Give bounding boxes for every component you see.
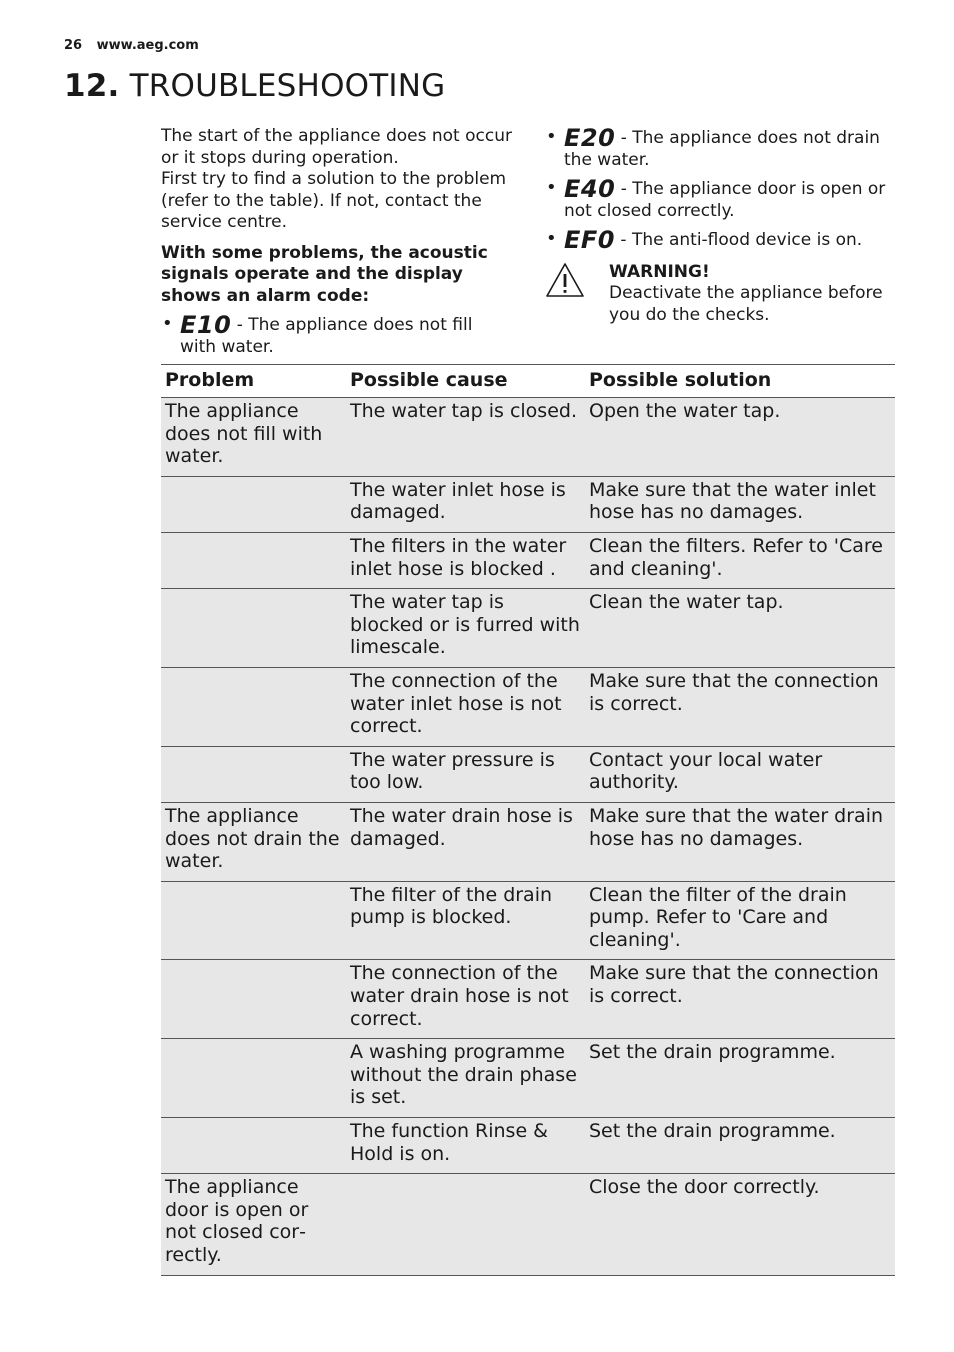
intro-paragraph-1: The start of the appliance does not occur or it stops during operation. — [161, 126, 512, 168]
cell-possible-cause: The filters in the water inlet hose is blocked . — [346, 532, 585, 588]
cell-possible-cause: The function Rinse & Hold is on. — [346, 1118, 585, 1174]
bullet-icon: • — [546, 177, 557, 198]
section-title-text: TROUBLESHOOTING — [129, 68, 446, 104]
cell-possible-solution: Clean the filter of the drain pump. Refer to 'Care and cleaning'. — [585, 881, 895, 960]
cell-problem: The appliance does not drain the water. — [161, 802, 346, 881]
alarm-text: - The anti-flood device is on. — [615, 230, 863, 250]
alarm-item-e10 — [161, 311, 513, 358]
cell-possible-solution: Set the drain programme. — [585, 1118, 895, 1174]
page-header — [64, 38, 199, 53]
bullet-icon: • — [546, 126, 557, 147]
cell-possible-cause: The water tap is blocked or is furred with limescale. — [346, 589, 585, 668]
cell-possible-solution: Clean the filters. Refer to 'Care and cleaning'. — [585, 532, 895, 588]
cell-possible-solution: Open the water tap. — [585, 398, 895, 477]
cell-possible-cause — [346, 1174, 585, 1275]
table-row — [161, 746, 895, 802]
bullet-icon: • — [546, 228, 557, 249]
cell-problem — [161, 960, 346, 1039]
cell-possible-solution: Close the door correctly. — [585, 1174, 895, 1275]
table-row — [161, 667, 895, 746]
cell-problem — [161, 1118, 346, 1174]
intro-column — [161, 126, 513, 358]
cell-possible-cause: The water tap is closed. — [346, 398, 585, 477]
cell-problem: The appliance door is open or not closed correctly. — [161, 1174, 346, 1275]
alarm-text: - The appliance does not drain the water. — [564, 128, 880, 170]
cell-possible-solution: Make sure that the connection is correct. — [585, 667, 895, 746]
warning-text: Deactivate the appliance before you do the checks. — [609, 283, 883, 325]
alarm-column — [545, 124, 895, 326]
cell-possible-cause: A washing programme without the drain phase is set. — [346, 1039, 585, 1118]
table-row — [161, 881, 895, 960]
warning-title: WARNING! — [609, 261, 710, 282]
alarm-item-e20 — [545, 124, 895, 171]
section-title — [64, 68, 445, 104]
cell-possible-cause: The connection of the water inlet hose is not correct. — [346, 667, 585, 746]
alarm-text: - The appliance door is open or not closed correctly. — [564, 179, 886, 221]
table-row — [161, 1039, 895, 1118]
cell-possible-cause: The water pressure is too low. — [346, 746, 585, 802]
cell-possible-solution: Make sure that the water drain hose has no damages. — [585, 802, 895, 881]
cell-possible-cause: The water inlet hose is damaged. — [346, 476, 585, 532]
alarm-code: EF0 — [564, 226, 615, 254]
table-row — [161, 532, 895, 588]
cell-problem — [161, 746, 346, 802]
alarm-code: E10 — [180, 311, 232, 339]
alarm-item-e40 — [545, 175, 895, 222]
table-row — [161, 398, 895, 477]
cell-problem — [161, 532, 346, 588]
cell-possible-solution: Contact your local water authority. — [585, 746, 895, 802]
warning-box — [545, 262, 895, 327]
bullet-icon: • — [162, 313, 173, 334]
warning-triangle-icon — [545, 262, 585, 298]
table-row — [161, 1174, 895, 1275]
header-possible-solution: Possible solution — [585, 365, 895, 398]
table-row — [161, 589, 895, 668]
website-url: www.aeg.com — [96, 38, 199, 53]
cell-possible-solution: Make sure that the connection is correct. — [585, 960, 895, 1039]
cell-problem — [161, 589, 346, 668]
cell-problem: The appliance does not fill with water. — [161, 398, 346, 477]
cell-problem — [161, 1039, 346, 1118]
cell-problem — [161, 881, 346, 960]
page-number: 26 — [64, 38, 83, 53]
alarm-intro: With some problems, the acoustic signals operate and the display shows an alarm code: — [161, 242, 488, 306]
header-problem: Problem — [161, 365, 346, 398]
cell-possible-solution: Make sure that the water inlet hose has no damages. — [585, 476, 895, 532]
table-row — [161, 1118, 895, 1174]
cell-possible-cause: The connection of the water drain hose is not correct. — [346, 960, 585, 1039]
section-number: 12. — [64, 68, 120, 104]
cell-problem — [161, 667, 346, 746]
table-row — [161, 960, 895, 1039]
table-header-row — [161, 365, 895, 398]
table-row — [161, 802, 895, 881]
table-body — [161, 398, 895, 1276]
table-row — [161, 476, 895, 532]
cell-possible-cause: The filter of the drain pump is blocked. — [346, 881, 585, 960]
troubleshooting-table — [161, 364, 895, 1276]
cell-problem — [161, 476, 346, 532]
cell-possible-solution: Clean the water tap. — [585, 589, 895, 668]
cell-possible-cause: The water drain hose is damaged. — [346, 802, 585, 881]
cell-possible-solution: Set the drain programme. — [585, 1039, 895, 1118]
alarm-code: E20 — [564, 124, 616, 152]
alarm-item-ef0 — [545, 226, 895, 254]
header-possible-cause: Possible cause — [346, 365, 585, 398]
intro-paragraph-2: First try to find a solution to the problem (refer to the table). If not, contact the service centre. — [161, 169, 507, 232]
alarm-text: - The appliance does not fill with water. — [180, 315, 473, 357]
alarm-code: E40 — [564, 175, 616, 203]
